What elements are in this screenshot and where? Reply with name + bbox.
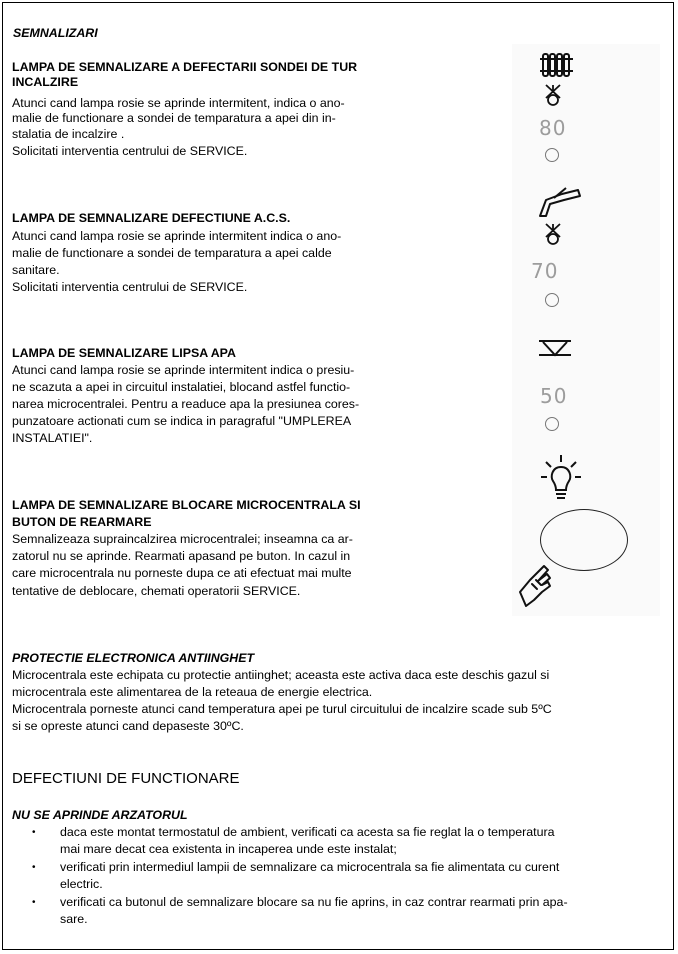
bullet-marker: • bbox=[32, 862, 36, 873]
faucet-icon bbox=[536, 186, 582, 220]
bullet-text: daca este montat termostatul de ambient, verificati ca acesta sa fie reglat la o temperatura bbox=[60, 825, 555, 839]
temperature-50-label: 50 bbox=[540, 384, 568, 408]
radiator-icon bbox=[540, 50, 574, 80]
section-text: Solicitati interventia centrului de SERVICE. bbox=[12, 144, 248, 158]
indicator-led-70 bbox=[545, 293, 559, 307]
temperature-80-label: 80 bbox=[539, 116, 567, 140]
section-text: Semnalizeaza supraincalzirea microcentralei; inseamna ca ar- bbox=[12, 532, 353, 546]
section-text: punzatoare actionati cum se indica in paragraful "UMPLEREA bbox=[12, 414, 352, 428]
section-text: si se opreste atunci cand depaseste 30ºC. bbox=[12, 719, 244, 733]
section-text: tentative de deblocare, chemati operatorii SERVICE. bbox=[12, 584, 301, 598]
water-level-icon bbox=[537, 338, 573, 360]
faults-heading: DEFECTIUNI DE FUNCTIONARE bbox=[12, 770, 240, 787]
section-title: LAMPA DE SEMNALIZARE DEFECTIUNE A.C.S. bbox=[12, 211, 291, 225]
bullet-text: sare. bbox=[60, 912, 88, 926]
bullet-text: mai mare decat cea existenta in incaperea unde este instalat; bbox=[60, 842, 397, 856]
bullet-text: electric. bbox=[60, 877, 103, 891]
section-title: LAMPA DE SEMNALIZARE BLOCARE MICROCENTRALA SI bbox=[12, 498, 361, 512]
section-text: ne scazuta a apei in circuitul instalatiei, blocand astfel functio- bbox=[12, 380, 351, 394]
section-text: Atunci cand lampa rosie se aprinde intermitent indica o ano- bbox=[12, 229, 342, 243]
faults-subtitle: NU SE APRINDE ARZATORUL bbox=[12, 808, 188, 822]
section-text: malie de functionare a sondei de temparatura a apei calde bbox=[12, 246, 332, 260]
section-text: narea microcentralei. Pentru a readuce apa la presiunea cores- bbox=[12, 397, 360, 411]
section-title: LAMPA DE SEMNALIZARE A DEFECTARII SONDEI DE TUR bbox=[12, 60, 358, 74]
indicator-led-80 bbox=[545, 148, 559, 162]
bullet-text: verificati ca butonul de semnalizare blocare sa nu fie aprins, in caz contrar rearmati prin apa- bbox=[60, 895, 568, 909]
section-text: malie de functionare a sondei de temparatura a apei din in- bbox=[12, 111, 336, 125]
section-text: sanitare. bbox=[12, 263, 60, 277]
section-text: INSTALATIEI". bbox=[12, 431, 93, 445]
indicator-led-50 bbox=[545, 417, 559, 431]
pointing-hand-icon bbox=[514, 562, 556, 610]
bullet-marker: • bbox=[32, 827, 36, 838]
section-title: PROTECTIE ELECTRONICA ANTIINGHET bbox=[12, 651, 255, 665]
sensor-fault-icon bbox=[541, 222, 565, 246]
temperature-70-label: 70 bbox=[531, 259, 559, 283]
section-text: Atunci cand lampa rosie se aprinde intermitent, indica o ano- bbox=[12, 96, 345, 110]
bullet-text: verificati prin intermediul lampii de semnalizare ca microcentrala sa fie alimentata cu curent bbox=[60, 860, 560, 874]
section-text: Microcentrala porneste atunci cand temperatura apei pe turul circuitului de incalzire scade sub 5ºC bbox=[12, 702, 552, 716]
section-text: zatorul nu se aprinde. Rearmati apasand pe buton. In cazul in bbox=[12, 549, 351, 563]
section-text: care microcentrala nu porneste dupa ce ati efectuat mai multe bbox=[12, 566, 352, 580]
section-title: LAMPA DE SEMNALIZARE LIPSA APA bbox=[12, 346, 236, 360]
section-text: microcentrala este alimentarea de la reteaua de energie electrica. bbox=[12, 685, 373, 699]
section-text: stalatia de incalzire . bbox=[12, 127, 125, 141]
sensor-fault-icon bbox=[541, 83, 565, 107]
page-title: SEMNALIZARI bbox=[13, 26, 98, 40]
section-title: BUTON DE REARMARE bbox=[12, 515, 152, 529]
section-text: Microcentrala este echipata cu protectie antiinghet; aceasta este activa daca este deschis gazul si bbox=[12, 668, 550, 682]
section-title: INCALZIRE bbox=[12, 75, 79, 89]
lamp-icon bbox=[540, 455, 582, 503]
section-text: Atunci cand lampa rosie se aprinde intermitent indica o presiu- bbox=[12, 363, 355, 377]
bullet-marker: • bbox=[32, 897, 36, 908]
section-text: Solicitati interventia centrului de SERVICE. bbox=[12, 280, 248, 294]
